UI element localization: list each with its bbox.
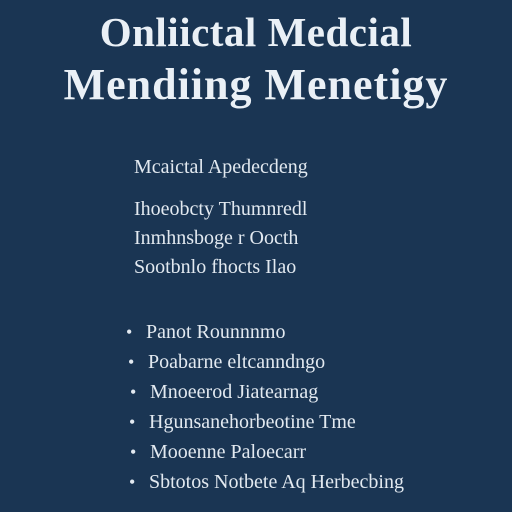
bullet-text: Panot Rounnnmo [146,321,286,343]
subheading: Mcaictal Apedecdeng [134,156,308,178]
bullet-icon: • [129,472,136,492]
bullet-text: Hgunsanehorbeotine Tme [149,411,356,433]
bullet-item [126,347,404,377]
title-line-2: Mendiing Menetigy [63,60,449,109]
bullet-item [126,437,404,467]
bullet-item [126,317,404,347]
description-line: Sootbnlo fhocts Ilao [134,256,297,278]
description-block [134,195,307,282]
bullet-icon: • [130,382,137,402]
bullet-icon: • [126,322,133,342]
bullet-text: Poabarne eltcanndngo [148,351,326,373]
bullet-item [126,377,404,407]
bullet-text: Sbtotos Notbete Aq Herbecbing [149,471,404,493]
description-line: Inmhnsboge r Oocth [134,227,299,249]
bullet-text: Mooenne Paloecarr [150,441,307,463]
title-line-1: Onliictal Medcial [99,9,413,55]
bullet-icon: • [129,412,136,432]
bullet-text: Mnoeerod Jiatearnag [150,381,319,403]
bullet-item [126,467,404,497]
bullet-icon: • [130,442,137,462]
bullet-icon: • [128,352,135,372]
bullet-item [126,407,404,437]
description-line: Ihoeobcty Thumnredl [134,198,308,220]
bullet-list [126,317,404,497]
